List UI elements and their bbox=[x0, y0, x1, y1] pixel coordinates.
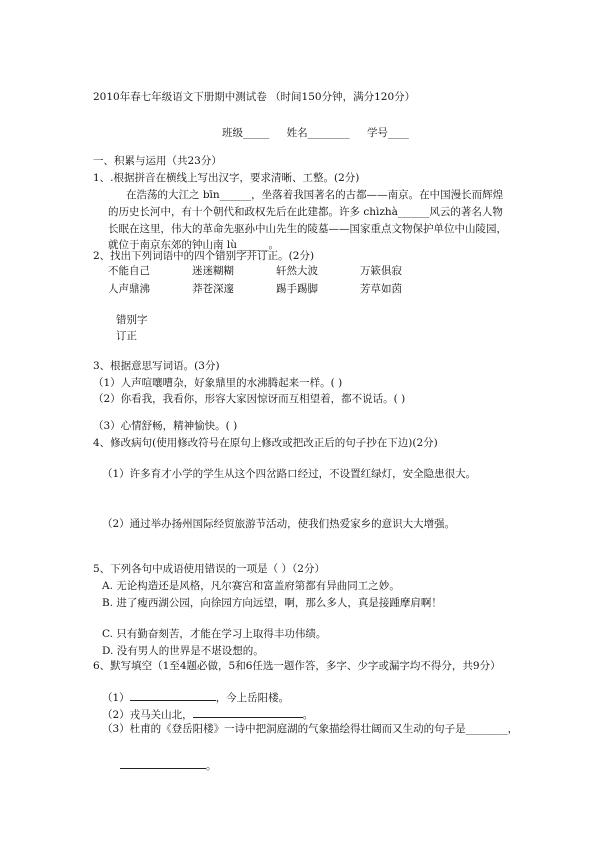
q3-stem: 3、根据意思写词语。(3分) bbox=[93, 360, 220, 372]
correction-label: 订正 bbox=[116, 330, 137, 342]
q2-stem: 2、找出下列词语中的四个错别字并订正。(2分) bbox=[93, 250, 315, 262]
student-info-line bbox=[222, 126, 423, 140]
answer-blank[interactable] bbox=[120, 757, 206, 769]
q4-sentence: （1）许多育才小学的学生从这个四岔路口经过，不设置红绿灯，安全隐患很大。 bbox=[102, 468, 477, 480]
q6-item-1 bbox=[102, 689, 289, 705]
section-heading: 一、积累与运用（共23分） bbox=[93, 155, 222, 167]
wrong-char-label: 错别字 bbox=[116, 314, 148, 326]
q3-item[interactable]: （3）心情舒畅，精神愉快。( ) bbox=[93, 420, 238, 432]
q6-stem: 6、默写填空（1至4题必做，5和6任选一题作答，多字、少字或漏字均不得分，共9分） bbox=[93, 660, 501, 672]
q6-item-suffix: ，今上岳阳楼。 bbox=[215, 692, 290, 704]
q2-word-table bbox=[108, 262, 444, 298]
word-item: 莽苍深邃 bbox=[192, 283, 234, 295]
q6-item-prefix: （1） bbox=[102, 692, 130, 704]
q4-sentence: （2）通过举办扬州国际经贸旅游节活动，使我们热爱家乡的意识大大增强。 bbox=[102, 518, 456, 530]
q6-item-3-cont bbox=[120, 757, 217, 773]
word-item: 不能自己 bbox=[108, 265, 150, 277]
class-field[interactable]: 班级_____ bbox=[222, 127, 270, 139]
q1-passage-line: 在浩荡的大江之 bīn______，坐落着我国著名的古都——南京。在中国漫长而辉煌 bbox=[126, 189, 504, 201]
q5-option-b[interactable]: B. 进了瘦西湖公园，向徐园方向远望，啊，那么多人，真是接踵摩肩啊！ bbox=[102, 597, 442, 609]
q5-stem: 5、下列各句中成语使用错误的一项是（ ）（2分） bbox=[93, 563, 325, 575]
word-item: 芳草如茵 bbox=[360, 283, 402, 295]
q6-item-2 bbox=[102, 706, 313, 722]
q6-item-end: 。 bbox=[206, 760, 217, 772]
answer-blank[interactable] bbox=[130, 689, 216, 701]
q6-item-3[interactable]: （3）杜甫的《登岳阳楼》一诗中把洞庭湖的气象描绘得壮阔而又生动的句子是________， bbox=[102, 723, 519, 735]
student-id-field[interactable]: 学号____ bbox=[366, 127, 409, 139]
word-item: 人声鼎沸 bbox=[108, 283, 150, 295]
word-item: 万簌俱寂 bbox=[360, 265, 402, 277]
q3-item[interactable]: （2）你看我，我看你，形容大家因惊讶而互相望着，都不说话。( ) bbox=[93, 393, 406, 405]
q5-option-a[interactable]: A. 无论构造还是风格，凡尔赛宫和富盖府第都有异曲同工之妙。 bbox=[102, 580, 400, 592]
q1-passage-line: 长眠在这里，伟大的革命先驱孙中山先生的陵墓——国家重点文物保护单位中山陵园， bbox=[108, 223, 507, 235]
q1-passage-line: 的历史长河中，有十个朝代和政权先后在此建都。许多 chìzhà______风云的著名人物 bbox=[108, 206, 503, 218]
q5-option-d[interactable]: D. 没有男人的世界是不堪设想的。 bbox=[102, 645, 264, 657]
q1-stem: 1、.根据拼音在横线上写出汉字，要求清晰、工整。(2分) bbox=[93, 172, 360, 184]
q1-passage-line: 就位于南京东郊的钟山南 lù______。 bbox=[108, 239, 279, 251]
q5-option-c[interactable]: C. 只有勤奋刻苦，才能在学习上取得丰功伟绩。 bbox=[102, 628, 327, 640]
word-item: 轩然大波 bbox=[276, 265, 318, 277]
word-row bbox=[108, 280, 444, 298]
q3-item[interactable]: （1）人声喧嚷嘈杂，好象鼎里的水沸腾起来一样。( ) bbox=[93, 377, 343, 389]
name-field[interactable]: 姓名________ bbox=[286, 127, 350, 139]
word-item: 迷迷糊糊 bbox=[192, 265, 234, 277]
word-item: 踢手踢脚 bbox=[276, 283, 318, 295]
q4-stem: 4、修改病句(使用修改符号在原句上修改或把改正后的句子抄在下边)(2分) bbox=[93, 437, 438, 449]
q6-item-prefix: （2）戎马关山北， bbox=[102, 709, 193, 721]
answer-blank[interactable] bbox=[193, 706, 303, 718]
exam-title: 2010年春七年级语文下册期中测试卷 （时间150分钟，满分120分） bbox=[93, 91, 416, 103]
word-row bbox=[108, 262, 444, 280]
q6-item-suffix: 。 bbox=[302, 709, 314, 721]
